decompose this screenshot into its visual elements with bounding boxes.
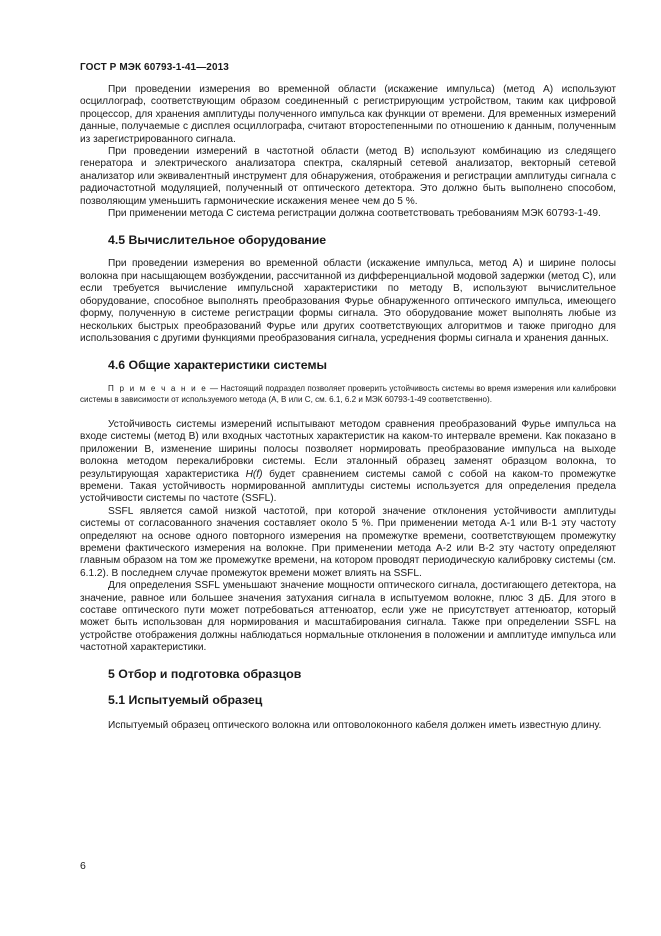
paragraph: При проведении измерений в частотной области (метод В) используют комбинацию из следящего генератора и электрического анализатора спектра, скалярный сетевой анализатор, векторный сетевой анализатор или эквивалентный инструмент для обнаружения, отображения и регистрации амплитуды сигнала с радиочастотной модуляцией, полученный от оптического детектора. Это должно быть выполнено способом, позволяющим уменьшить гармонические искажения менее чем до 5 %. (80, 146, 616, 207)
paragraph (80, 419, 616, 506)
note-label: П р и м е ч а н и е (108, 384, 208, 394)
paragraph-text: будет сравнением системы самой с собой на каком-то промежутке времени. Такая устойчивость нормированной амплитуды системы используется для определения предела устойчивости системы по частоте (SSFL). (80, 468, 616, 505)
formula: H(f) (245, 468, 263, 480)
note (80, 384, 616, 405)
note-text: — Настоящий подраздел позволяет проверить устойчивость системы во время измерения или калибровки системы в зависимости от используемого метода (А, В или С, см. 6.1, 6.2 и МЭК 60793-1-49 соответственно). (80, 384, 616, 404)
section-heading-5-1: 5.1 Испытуемый образец (108, 692, 263, 707)
paragraph: При применении метода С система регистрации должна соответствовать требованиям МЭК 60793-1-49. (108, 208, 601, 220)
paragraph: SSFL является самой низкой частотой, при которой значение отклонения устойчивости амплитуды системы от согласованного значения составляет около 5 %. При применении метода А-1 или В-1 эту частоту определяют на основе одного повторного измерения на промежутке времени, соответствующем промежутку времени фактического измерения на волокне. При применении метода А-2 или В-2 эту частоту определяют главным образом на том же промежутке времени, на котором проводят периодическую калибровку системы (см. 6.1.2). В последнем случае промежуток времени может влиять на SSFL. (80, 505, 616, 579)
section-heading-4-5: 4.5 Вычислительное оборудование (108, 233, 327, 248)
document-header: ГОСТ Р МЭК 60793-1-41—2013 (80, 62, 229, 73)
section-heading-4-6: 4.6 Общие характеристики системы (108, 358, 328, 373)
page-content (80, 84, 616, 732)
paragraph: Для определения SSFL уменьшают значение мощности оптического сигнала, достигающего детектора, на значение, равное или большее значения затухания сигнала в испытуемом волокне, плюс 3 дБ. Для этого в составе оптического пути может потребоваться аттенюатор, если уже не присутствует аттенюатор, который может быть использован для нормирования и масштабирования сигнала. Также при определении SSFL на устройстве отображения должны наблюдаться нормальные отклонения в положении и амплитуде импульса или частотной характеристики. (80, 580, 616, 654)
paragraph: Испытуемый образец оптического волокна или оптоволоконного кабеля должен иметь известную длину. (108, 719, 602, 731)
page-number: 6 (80, 860, 86, 872)
paragraph: При проведении измерения во временной области (искажение импульса) (метод А) используют осциллограф, соответствующим образом соединенный с регистрирующим устройством, таким как цифровой процессор, для хранения амплитуды полученного импульса как функции от времени. Для временных измерений данные, получаемые с дисплея осциллографа, считают второстепенными по отношению к данным, полученным из зарегистрированного сигнала. (80, 84, 616, 145)
paragraph: При проведении измерения во временной области (искажение импульса, метод А) и ширине полосы волокна при насыщающем возбуждении, рассчитанной из дифференциальной модовой задержки (метод С), или если требуется вычисление импульсной характеристики по методу В, используют вычислительное оборудование, способное выполнять преобразования Фурье обнаруженного оптического импульса, имеющего форму, полученную в системе регистрации формы сигнала. Это оборудование может выполнять любые из нескольких быстрых преобразований Фурье или других соответствующих алгоритмов и также пригодно для использования с другими функциями преобразования сигнала, усреднения формы сигнала и хранения данных. (80, 258, 616, 344)
paragraph-text: Устойчивость системы измерений испытывают методом сравнения преобразований Фурье импульса на входе системы (метод В) или входных частотных характеристик на каком-то интервале времени. Как показано в приложении В, изменение ширины полосы позволяет нормировать преобразование импульса на выходе волокна методом перекалибровки системы. Если эталонный образец заменят образцом волокна, то результирующая характеристика (80, 418, 616, 480)
section-heading-5: 5 Отбор и подготовка образцов (108, 666, 302, 681)
